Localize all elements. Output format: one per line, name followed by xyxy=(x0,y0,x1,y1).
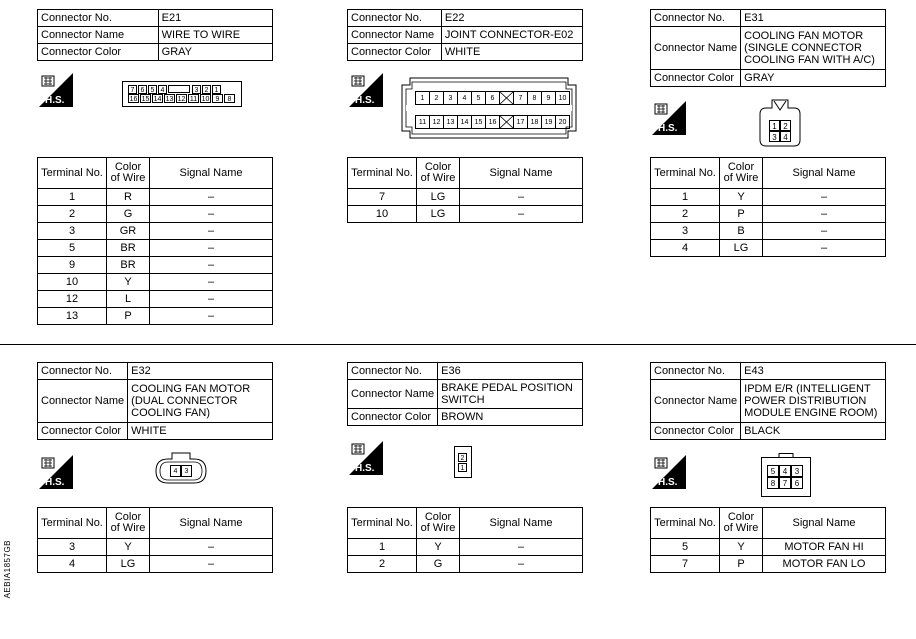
svg-text:H.S.: H.S. xyxy=(355,463,375,474)
terminal-no-cell: 1 xyxy=(651,189,720,206)
wire-color-cell: Y xyxy=(720,539,763,556)
terminal-no-cell: 10 xyxy=(348,206,417,223)
terminal-row xyxy=(38,189,273,206)
terminal-no-header: Terminal No. xyxy=(651,508,720,539)
color-of-wire-header: Color of Wire xyxy=(107,508,150,539)
wire-color-cell: Y xyxy=(107,274,150,291)
pin-cell: 2 xyxy=(429,91,444,105)
connector-color-value: GRAY xyxy=(741,70,886,87)
connector-name-value: COOLING FAN MOTOR (DUAL CONNECTOR COOLING FAN) xyxy=(128,380,273,423)
connector-color-label: Connector Color xyxy=(348,44,442,61)
pin-cell: 12 xyxy=(429,115,444,129)
terminal-no-cell: 13 xyxy=(38,308,107,325)
connector-color-label: Connector Color xyxy=(651,70,741,87)
terminal-no-header: Terminal No. xyxy=(38,158,107,189)
pin-cell: 3 xyxy=(769,131,780,142)
connector-block-e31 xyxy=(650,9,886,87)
connector-block-e36 xyxy=(347,362,583,426)
connector-no-label: Connector No. xyxy=(38,10,159,27)
connector-no-value: E22 xyxy=(441,10,582,27)
terminal-table-e36-wrap xyxy=(347,507,583,573)
terminal-table-e43-wrap xyxy=(650,507,886,573)
connector-no-value: E32 xyxy=(128,363,273,380)
pin-cell: 8 xyxy=(527,91,542,105)
terminal-no-cell: 12 xyxy=(38,291,107,308)
connector-color-value: BLACK xyxy=(741,423,886,440)
pin-cell: 17 xyxy=(513,115,528,129)
pin-cell: 2 xyxy=(780,120,791,131)
terminal-no-header: Terminal No. xyxy=(348,158,417,189)
color-of-wire-header: Color of Wire xyxy=(720,158,763,189)
signal-name-header: Signal Name xyxy=(763,158,886,189)
connector-block-e21 xyxy=(37,9,273,61)
signal-name-cell: MOTOR FAN HI xyxy=(763,539,886,556)
terminal-no-cell: 5 xyxy=(38,240,107,257)
pin-cell: 8 xyxy=(224,94,235,103)
pin-cell: 13 xyxy=(443,115,458,129)
wire-color-cell: GR xyxy=(107,223,150,240)
terminal-row xyxy=(38,240,273,257)
terminal-table-e32-wrap xyxy=(37,507,273,573)
figure-code: AEBIA1857GB xyxy=(3,540,12,599)
wire-color-cell: B xyxy=(720,223,763,240)
pin-cell: 5 xyxy=(148,85,157,94)
wire-color-cell: R xyxy=(107,189,150,206)
color-of-wire-header: Color of Wire xyxy=(417,508,460,539)
connector-no-value: E36 xyxy=(438,363,583,380)
signal-name-header: Signal Name xyxy=(460,158,583,189)
connector-no-value: E31 xyxy=(741,10,886,27)
terminal-table xyxy=(347,507,583,573)
pin-cell: 7 xyxy=(513,91,528,105)
pin-cell: 6 xyxy=(138,85,147,94)
wire-color-cell: G xyxy=(107,206,150,223)
signal-name-cell: – xyxy=(150,257,273,274)
svg-text:H.S.: H.S. xyxy=(45,95,65,106)
pin-cell: 3 xyxy=(791,465,803,477)
hs-icon xyxy=(39,73,73,107)
wire-color-cell: P xyxy=(107,308,150,325)
terminal-no-cell: 7 xyxy=(348,189,417,206)
terminal-table xyxy=(650,507,886,573)
signal-name-cell: – xyxy=(150,223,273,240)
terminal-row xyxy=(651,556,886,573)
connector-color-label: Connector Color xyxy=(38,44,159,61)
connector-no-label: Connector No. xyxy=(348,363,438,380)
connector-face-e36 xyxy=(454,446,472,478)
terminal-no-header: Terminal No. xyxy=(651,158,720,189)
signal-name-cell: – xyxy=(763,240,886,257)
connector-name-label: Connector Name xyxy=(38,380,128,423)
terminal-table xyxy=(37,157,273,325)
terminal-row xyxy=(651,206,886,223)
pin-cell: 1 xyxy=(769,120,780,131)
connector-info-table xyxy=(347,362,583,426)
wire-color-cell: BR xyxy=(107,257,150,274)
terminal-row xyxy=(348,556,583,573)
connector-color-label: Connector Color xyxy=(38,423,128,440)
pin-cell: 18 xyxy=(527,115,542,129)
terminal-rows xyxy=(348,189,583,223)
connector-face-e21 xyxy=(122,81,242,107)
pin-cell: 10 xyxy=(555,91,570,105)
connector-name-value: COOLING FAN MOTOR (SINGLE CONNECTOR COOLING FAN WITH A/C) xyxy=(741,27,886,70)
terminal-no-cell: 4 xyxy=(651,240,720,257)
connector-no-label: Connector No. xyxy=(38,363,128,380)
connector-info-table xyxy=(347,9,583,61)
terminal-row xyxy=(38,257,273,274)
connector-face-e31 xyxy=(758,98,802,148)
pin-cell: 3 xyxy=(443,91,458,105)
connector-no-value: E21 xyxy=(158,10,272,27)
connector-color-value: WHITE xyxy=(441,44,582,61)
signal-name-cell: – xyxy=(150,240,273,257)
pin-cell: 20 xyxy=(555,115,570,129)
wire-color-cell: L xyxy=(107,291,150,308)
wire-color-cell: G xyxy=(417,556,460,573)
terminal-row xyxy=(651,240,886,257)
terminal-row xyxy=(651,539,886,556)
connector-color-value: BROWN xyxy=(438,409,583,426)
pin-cell: 13 xyxy=(165,96,174,103)
connector-info-table xyxy=(650,362,886,440)
connector-no-value: E43 xyxy=(741,363,886,380)
terminal-row xyxy=(651,223,886,240)
signal-name-cell: – xyxy=(150,206,273,223)
connector-face-e22 xyxy=(400,77,578,139)
svg-text:H.S.: H.S. xyxy=(355,95,375,106)
hs-icon xyxy=(39,455,73,489)
terminal-rows xyxy=(348,539,583,573)
terminal-row xyxy=(348,539,583,556)
terminal-no-header: Terminal No. xyxy=(348,508,417,539)
pin-cell: 2 xyxy=(202,85,211,94)
connector-name-label: Connector Name xyxy=(651,27,741,70)
terminal-table-e31-wrap xyxy=(650,157,886,257)
terminal-table-e22-wrap xyxy=(347,157,583,223)
pin-cell: 15 xyxy=(471,115,486,129)
signal-name-cell: – xyxy=(763,223,886,240)
wire-color-cell: P xyxy=(720,556,763,573)
svg-text:H.S.: H.S. xyxy=(658,477,678,488)
connector-info-table xyxy=(37,362,273,440)
terminal-rows xyxy=(38,189,273,325)
terminal-row xyxy=(38,274,273,291)
connector-no-label: Connector No. xyxy=(651,363,741,380)
terminal-row xyxy=(38,291,273,308)
connector-name-value: BRAKE PEDAL POSITION SWITCH xyxy=(438,380,583,409)
terminal-row xyxy=(38,556,273,573)
signal-name-cell: – xyxy=(150,539,273,556)
svg-text:H.S.: H.S. xyxy=(45,477,65,488)
pin-cell: 4 xyxy=(457,91,472,105)
pin-cell: 11 xyxy=(189,96,198,103)
wire-color-cell: Y xyxy=(720,189,763,206)
pin-cell: 4 xyxy=(779,465,791,477)
pin-cell: 8 xyxy=(767,477,779,489)
terminal-no-header: Terminal No. xyxy=(38,508,107,539)
pin-cell: 7 xyxy=(128,85,137,94)
pin-cell: 19 xyxy=(541,115,556,129)
pin-cell: 6 xyxy=(485,91,500,105)
key-slot xyxy=(168,85,190,93)
terminal-no-cell: 7 xyxy=(651,556,720,573)
color-of-wire-header: Color of Wire xyxy=(720,508,763,539)
terminal-row xyxy=(651,189,886,206)
terminal-row xyxy=(38,539,273,556)
connector-color-label: Connector Color xyxy=(348,409,438,426)
signal-name-header: Signal Name xyxy=(150,508,273,539)
connector-color-value: GRAY xyxy=(158,44,272,61)
terminal-table xyxy=(347,157,583,223)
key-slot xyxy=(499,91,514,105)
pin-cell: 4 xyxy=(780,131,791,142)
terminal-rows xyxy=(651,539,886,573)
terminal-no-cell: 2 xyxy=(38,206,107,223)
wire-color-cell: LG xyxy=(417,189,460,206)
pin-cell: 15 xyxy=(141,96,150,103)
hs-icon xyxy=(652,455,686,489)
signal-name-header: Signal Name xyxy=(763,508,886,539)
connector-name-value: WIRE TO WIRE xyxy=(158,27,272,44)
connector-name-label: Connector Name xyxy=(651,380,741,423)
terminal-no-cell: 4 xyxy=(38,556,107,573)
pin-cell: 1 xyxy=(458,463,467,472)
connector-name-label: Connector Name xyxy=(348,380,438,409)
connector-name-label: Connector Name xyxy=(38,27,159,44)
pin-cell: 14 xyxy=(153,96,162,103)
terminal-no-cell: 1 xyxy=(38,189,107,206)
hs-icon xyxy=(349,441,383,475)
signal-name-cell: – xyxy=(150,274,273,291)
signal-name-cell: – xyxy=(460,556,583,573)
hs-icon xyxy=(652,101,686,135)
pin-cell: 1 xyxy=(212,85,221,94)
svg-text:H.S.: H.S. xyxy=(658,123,678,134)
terminal-no-cell: 2 xyxy=(348,556,417,573)
connector-no-label: Connector No. xyxy=(651,10,741,27)
connector-name-label: Connector Name xyxy=(348,27,442,44)
pin-cell: 5 xyxy=(767,465,779,477)
terminal-no-cell: 5 xyxy=(651,539,720,556)
wire-color-cell: LG xyxy=(417,206,460,223)
signal-name-cell: – xyxy=(763,206,886,223)
terminal-rows xyxy=(651,189,886,257)
terminal-no-cell: 1 xyxy=(348,539,417,556)
connector-info-table xyxy=(650,9,886,87)
key-slot xyxy=(499,115,514,129)
wire-color-cell: LG xyxy=(720,240,763,257)
terminal-no-cell: 10 xyxy=(38,274,107,291)
terminal-table-e21-wrap xyxy=(37,157,273,325)
terminal-rows xyxy=(38,539,273,573)
signal-name-cell: – xyxy=(150,189,273,206)
signal-name-cell: – xyxy=(150,291,273,308)
pin-cell: 4 xyxy=(170,465,181,477)
wire-color-cell: Y xyxy=(417,539,460,556)
terminal-no-cell: 2 xyxy=(651,206,720,223)
wire-color-cell: Y xyxy=(107,539,150,556)
terminal-row xyxy=(38,308,273,325)
signal-name-cell: – xyxy=(460,206,583,223)
connector-color-label: Connector Color xyxy=(651,423,741,440)
signal-name-cell: – xyxy=(763,189,886,206)
signal-name-header: Signal Name xyxy=(460,508,583,539)
hs-icon xyxy=(349,73,383,107)
pin-cell: 16 xyxy=(485,115,500,129)
pin-cell: 1 xyxy=(415,91,430,105)
wire-color-cell: P xyxy=(720,206,763,223)
terminal-row xyxy=(348,206,583,223)
pin-cell: 4 xyxy=(158,85,167,94)
terminal-no-cell: 3 xyxy=(651,223,720,240)
connector-face-e32 xyxy=(154,451,208,487)
pin-cell: 11 xyxy=(415,115,430,129)
pin-cell: 9 xyxy=(541,91,556,105)
signal-name-cell: – xyxy=(150,556,273,573)
pin-cell: 10 xyxy=(201,96,210,103)
connector-info-table xyxy=(37,9,273,61)
connector-name-value: JOINT CONNECTOR-E02 xyxy=(441,27,582,44)
terminal-row xyxy=(348,189,583,206)
connector-block-e32 xyxy=(37,362,273,440)
signal-name-cell: – xyxy=(460,539,583,556)
terminal-no-cell: 3 xyxy=(38,539,107,556)
pin-cell: 16 xyxy=(129,96,138,103)
terminal-no-cell: 3 xyxy=(38,223,107,240)
connector-name-value: IPDM E/R (INTELLIGENT POWER DISTRIBUTION MODULE ENGINE ROOM) xyxy=(741,380,886,423)
connector-color-value: WHITE xyxy=(128,423,273,440)
signal-name-cell: – xyxy=(150,308,273,325)
pin-cell: 14 xyxy=(457,115,472,129)
connector-no-label: Connector No. xyxy=(348,10,442,27)
signal-name-cell: MOTOR FAN LO xyxy=(763,556,886,573)
pin-cell: 3 xyxy=(181,465,192,477)
connector-face-e43 xyxy=(761,453,811,497)
terminal-table xyxy=(650,157,886,257)
section-divider xyxy=(0,344,916,345)
pin-cell: 5 xyxy=(471,91,486,105)
pin-cell: 7 xyxy=(779,477,791,489)
color-of-wire-header: Color of Wire xyxy=(417,158,460,189)
terminal-no-cell: 9 xyxy=(38,257,107,274)
signal-name-cell: – xyxy=(460,189,583,206)
terminal-table xyxy=(37,507,273,573)
pin-cell: 2 xyxy=(458,453,467,462)
color-of-wire-header: Color of Wire xyxy=(107,158,150,189)
pin-cell: 6 xyxy=(791,477,803,489)
signal-name-header: Signal Name xyxy=(150,158,273,189)
terminal-row xyxy=(38,223,273,240)
pin-cell: 12 xyxy=(177,96,186,103)
pin-cell: 9 xyxy=(212,94,223,103)
wire-color-cell: LG xyxy=(107,556,150,573)
connector-block-e43 xyxy=(650,362,886,440)
terminal-row xyxy=(38,206,273,223)
pin-cell: 3 xyxy=(192,85,201,94)
connector-block-e22 xyxy=(347,9,583,61)
wire-color-cell: BR xyxy=(107,240,150,257)
